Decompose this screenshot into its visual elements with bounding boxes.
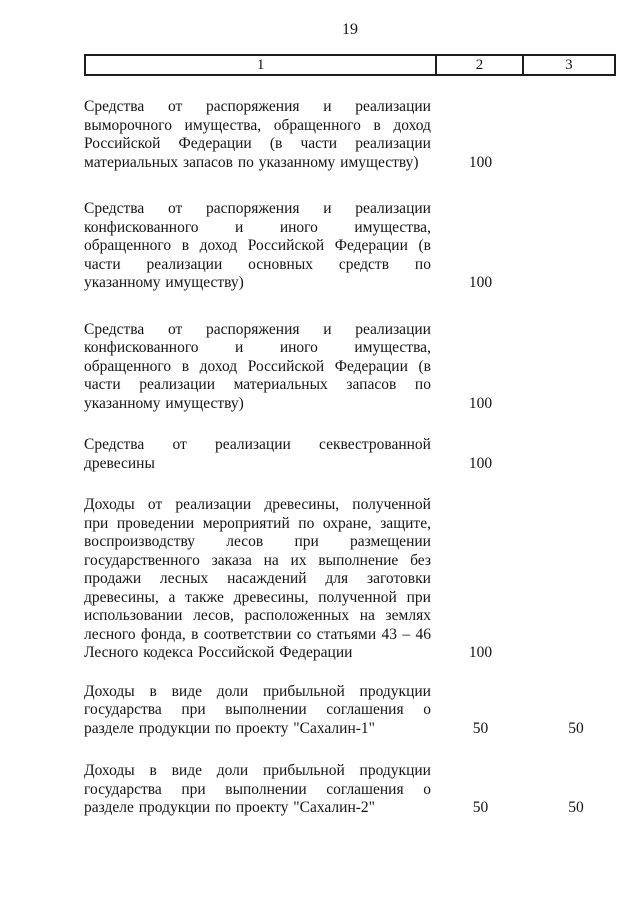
description-line: древесины [84, 454, 155, 472]
row-value-col2: 50 [472, 799, 489, 816]
description-line: обращенного в доход Российской Федерации (в [84, 357, 431, 375]
description-line: Средства от распоряжения и реализации [84, 200, 431, 217]
description-line: Лесного кодекса Российской Федерации [84, 644, 353, 661]
description-line: Российской Федерации (в части реализации [84, 135, 431, 152]
row-value-col3: 50 [568, 719, 584, 737]
row-value-col2: 100 [468, 644, 493, 661]
row-description [84, 436, 431, 473]
description-line: обращенного в доход Российской Федерации (в [84, 237, 431, 254]
table-row [84, 98, 616, 172]
row-description [84, 496, 431, 663]
column-header-row [84, 54, 616, 76]
description-line: разделе продукции по проекту "Сахалин-2" [84, 799, 375, 816]
description-line: части реализации основных средств по [84, 255, 431, 273]
description-line: Средства от распоряжения и реализации [84, 320, 431, 338]
column-header-2: 2 [435, 56, 521, 74]
row-value-col2: 100 [468, 394, 493, 412]
row-value-col2: 100 [468, 153, 493, 171]
description-line: материальных запасов по указанному имуществу) [84, 153, 419, 171]
description-line: Средства от реализации секвестрованной [84, 436, 431, 453]
row-description [84, 98, 431, 172]
description-line: конфискованного и иного имущества, [84, 339, 431, 356]
row-value-col2: 50 [472, 719, 489, 737]
description-line: указанному имуществу) [84, 274, 244, 291]
description-line: лесного фонда, в соответствии со статьями 43 – 46 [84, 625, 431, 643]
description-line: указанному имуществу) [84, 394, 244, 412]
description-line: воспроизводству лесов при размещении [84, 533, 431, 550]
table-row [84, 321, 616, 414]
description-line: государства при выполнении соглашения о [84, 701, 431, 718]
row-value-col2: 100 [468, 454, 493, 472]
column-header-1: 1 [256, 57, 265, 73]
table-body [84, 76, 616, 818]
table-row [84, 683, 616, 739]
row-description [84, 762, 431, 818]
row-description [84, 200, 431, 293]
row-description [84, 683, 431, 739]
row-value-col2: 100 [468, 274, 493, 291]
description-line: Доходы в виде доли прибыльной продукции [84, 682, 431, 700]
row-value-col3: 50 [568, 799, 584, 816]
page-number: 19 [342, 21, 358, 38]
description-line: при проведении мероприятий по охране, защите, [84, 514, 431, 532]
table-row [84, 436, 616, 473]
description-line: продажи лесных насаждений для заготовки [84, 570, 431, 587]
description-line: Доходы от реализации древесины, полученной [84, 496, 431, 513]
description-line: конфискованного и иного имущества, [84, 218, 431, 236]
table-row [84, 200, 616, 293]
description-line: древесины, а также древесины, полученной при [84, 588, 431, 606]
description-line: разделе продукции по проекту "Сахалин-1" [84, 719, 375, 737]
column-header-3: 3 [522, 56, 614, 74]
description-line: государства при выполнении соглашения о [84, 780, 431, 798]
description-line: части реализации материальных запасов по [84, 376, 431, 393]
table-row [84, 762, 616, 818]
description-line: Доходы в виде доли прибыльной продукции [84, 762, 431, 779]
description-line: Средства от распоряжения и реализации [84, 98, 431, 115]
description-line: использовании лесов, расположенных на землях [84, 607, 431, 624]
table-row [84, 496, 616, 663]
row-description [84, 321, 431, 414]
description-line: выморочного имущества, обращенного в доход [84, 116, 431, 134]
description-line: государственного заказа на их выполнение без [84, 551, 431, 569]
